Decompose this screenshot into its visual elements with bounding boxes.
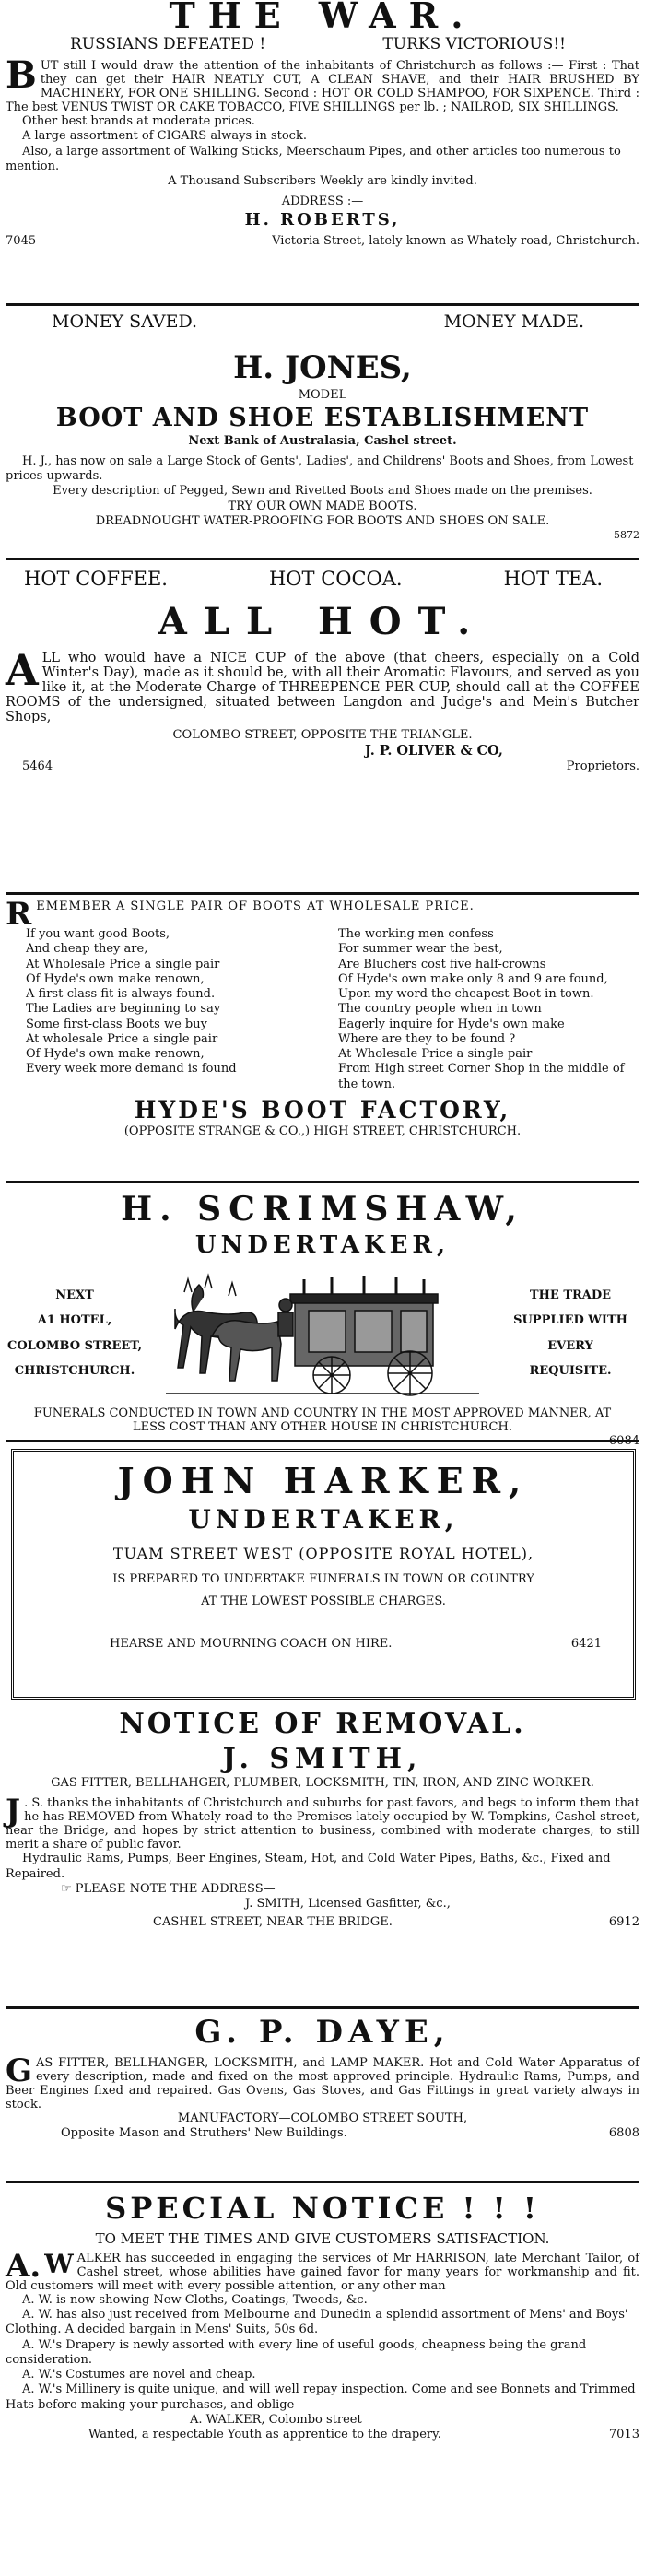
smith-number: 6912 — [608, 1915, 639, 1930]
verse-line: At Wholesale Price a single pair — [338, 1047, 533, 1061]
war-dropcap: B — [6, 53, 37, 97]
smith-note: PLEASE NOTE THE ADDRESS— — [75, 1881, 276, 1896]
scrimshaw-middle — [6, 1264, 639, 1403]
smith-address: CASHEL STREET, NEAR THE BRIDGE. — [153, 1915, 393, 1930]
scrimshaw-right-2: SUPPLIED WITH — [513, 1313, 627, 1328]
verse-line: At Wholesale Price a single pair — [26, 957, 220, 971]
verse-line: Of Hyde's own make only 8 and 9 are found, — [338, 971, 608, 986]
walker-body-2: A. W. is now showing New Cloths, Coatings, Tweeds, &c. — [22, 2292, 368, 2307]
verse-line: Of Hyde's own make renown, — [26, 971, 205, 986]
war-address: Victoria Street, lately known as Whately road, Christchurch. — [272, 234, 639, 248]
harker-name: JOHN HARKER, — [117, 1460, 530, 1501]
harker-advertisement — [11, 1449, 636, 1700]
war-body-1: UT still I would draw the attention of the inhabitants of Christchurch as follows :— First : That they can get their HAIR NEATLY CUT, A CLEAN SHAVE, and their HAIR BRUSHED BY MACHINERY, FOR ONE SHILLING. Second : HOT OR COLD SHAMPOO, FOR SIXPENCE. Third : The best VENUS TWIST OR CAKE TOBACCO, FIVE SHILLINGS per lb. ; NAILROD, SIX SHILLINGS. — [6, 59, 639, 114]
daye-body — [6, 2052, 639, 2111]
verse-line: Some first-class Boots we buy — [26, 1017, 207, 1031]
harker-body-1: IS PREPARED TO UNDERTAKE FUNERALS IN TOWN OR COUNTRY — [112, 1571, 534, 1586]
war-address-label: ADDRESS :— — [281, 194, 364, 209]
walker-wanted: Wanted, a respectable Youth as apprentice to the drapery. — [88, 2428, 441, 2441]
war-body-4: Also, a large assortment of Walking Sticks, Meerschaum Pipes, and other articles too numerous to mention. — [6, 144, 621, 173]
coffee-address: COLOMBO STREET, OPPOSITE THE TRIANGLE. — [172, 728, 473, 742]
harker-address: TUAM STREET WEST (OPPOSITE ROYAL HOTEL), — [112, 1544, 534, 1562]
verse-line: Every week more demand is found — [26, 1062, 237, 1076]
scrimshaw-right-1: THE TRADE — [529, 1288, 612, 1302]
scrimshaw-left-1: NEXT — [55, 1288, 94, 1302]
smith-body — [6, 1793, 639, 1853]
divider — [6, 2181, 639, 2183]
hyde-headline-text: EMEMBER A SINGLE PAIR OF BOOTS AT WHOLESALE PRICE. — [36, 900, 475, 913]
scrimshaw-right-text — [501, 1283, 639, 1383]
harker-footer-text: HEARSE AND MOURNING COACH ON HIRE. — [110, 1637, 393, 1651]
roberts-advertisement — [6, 0, 639, 248]
daye-opposite: Opposite Mason and Struthers' New Buildings. — [61, 2125, 347, 2140]
hyde-address: (OPPOSITE STRANGE & CO.,) HIGH STREET, CHRISTCHURCH. — [123, 1124, 522, 1138]
jones-slogan-left: MONEY SAVED. — [52, 312, 198, 332]
smith-body-2: Hydraulic Rams, Pumps, Beer Engines, Steam, Hot, and Cold Water Pipes, Baths, &c., Fixed and Repaired. — [6, 1852, 611, 1881]
coffee-number: 5464 — [22, 759, 53, 774]
verse-line: If you want good Boots, — [26, 927, 170, 941]
verse-line: A first-class fit is always found. — [26, 987, 216, 1001]
jones-body-2: Every description of Pegged, Sewn and Rivetted Boots and Shoes made on the premises. — [53, 484, 592, 499]
smith-dropcap: J — [6, 1793, 21, 1830]
oliver-advertisement — [6, 568, 639, 773]
verse-line: At wholesale Price a single pair — [26, 1031, 218, 1046]
war-name: H. ROBERTS, — [244, 209, 401, 229]
jones-slogan-row — [6, 312, 639, 332]
war-subtitle-row — [6, 35, 639, 53]
verse-line: From High street Corner Shop in the middle of the town. — [338, 1062, 625, 1091]
walker-body-6: A. W.'s Millinery is quite unique, and will well repay inspection. Come and see Bonnets and Trimmed Hats before making your purchases, and oblige — [6, 2382, 636, 2412]
divider — [6, 303, 639, 306]
walker-body-4: A. W.'s Drapery is newly assorted with every line of useful goods, cheapness being the grand consideration. — [6, 2337, 587, 2367]
scrimshaw-footer — [6, 1406, 639, 1434]
verse-line: The working men confess — [338, 927, 494, 941]
verse-line: For summer wear the best, — [338, 942, 503, 957]
walker-subtitle: TO MEET THE TIMES AND GIVE CUSTOMERS SATISFACTION. — [95, 2230, 550, 2247]
walker-title: SPECIAL NOTICE ! ! ! — [105, 2191, 540, 2226]
coffee-items-row — [6, 568, 639, 590]
verse-line: Of Hyde's own make renown, — [26, 1047, 205, 1061]
hyde-title: HYDE'S BOOT FACTORY, — [134, 1096, 511, 1123]
jones-body-3: TRY OUR OWN MADE BOOTS. — [228, 499, 417, 513]
war-subtitle-right: TURKS VICTORIOUS!! — [382, 35, 566, 53]
jones-number: 5872 — [614, 529, 639, 541]
walker-number: 7013 — [608, 2428, 639, 2441]
hyde-left-verse — [26, 927, 320, 1092]
walker-footer — [6, 2428, 639, 2441]
pointing-hand-icon: ☞ — [61, 1881, 72, 1896]
walker-body-5: A. W.'s Costumes are novel and cheap. — [22, 2368, 256, 2382]
walker-dropcap: A. — [6, 2247, 41, 2285]
scrimshaw-left-3: COLOMBO STREET, — [6, 1338, 143, 1353]
divider — [6, 558, 639, 560]
scrimshaw-right-3: EVERY — [547, 1338, 593, 1353]
jones-body-4: DREADNOUGHT WATER-PROOFING FOR BOOTS AND SHOES ON SALE. — [95, 513, 550, 528]
daye-manufactory: MANUFACTORY—COLOMBO STREET SOUTH, — [177, 2111, 468, 2125]
hyde-advertisement — [6, 896, 639, 1139]
divider — [6, 1181, 639, 1183]
jones-advertisement — [6, 312, 639, 542]
war-title: THE WAR. — [169, 0, 476, 36]
verse-line: Eagerly inquire for Hyde's own make — [338, 1017, 565, 1031]
coffee-dropcap: A — [6, 645, 39, 695]
jones-location: Next Bank of Australasia, Cashel street. — [188, 433, 457, 448]
scrimshaw-left-4: CHRISTCHURCH. — [14, 1363, 135, 1378]
coffee-body-text: LL who would have a NICE CUP of the above (that cheers, especially on a Cold Winter's Day), made as it should be, with all their Aromatic Flavours, and served as you like it, at the Moderate Charge of THREEPENCE PER CUP, should call at the COFFEE ROOMS of the undersigned, situated between Langdon and Judge's and Mein's Butcher Shops, — [6, 651, 639, 724]
harker-footer — [18, 1637, 629, 1651]
hearse-illustration — [157, 1264, 488, 1403]
hyde-verses — [6, 927, 639, 1092]
jones-title: BOOT AND SHOE ESTABLISHMENT — [55, 403, 590, 432]
coffee-item-1: HOT COFFEE. — [24, 568, 168, 590]
war-body-3: A large assortment of CIGARS always in stock. — [22, 129, 307, 144]
coffee-item-3: HOT TEA. — [503, 568, 603, 590]
verse-line: The Ladies are beginning to say — [26, 1002, 221, 1017]
war-footer — [6, 234, 639, 248]
jones-model: MODEL — [298, 387, 347, 402]
harker-title: UNDERTAKER, — [188, 1503, 459, 1535]
harker-body-2: AT THE LOWEST POSSIBLE CHARGES. — [201, 1594, 446, 1608]
war-body-5: A Thousand Subscribers Weekly are kindly invited. — [168, 174, 477, 188]
coffee-name: J. P. OLIVER & CO, — [365, 743, 503, 759]
harker-number: 6421 — [570, 1637, 602, 1651]
verse-line: And cheap they are, — [26, 942, 148, 957]
smith-note-row — [6, 1882, 639, 1897]
scrimshaw-right-4: REQUISITE. — [529, 1363, 612, 1378]
coffee-proprietors: Proprietors. — [566, 759, 639, 774]
walker-signature: A. WALKER, Colombo street — [190, 2412, 362, 2427]
walker-body-3: A. W. has also just received from Melbourne and Dunedin a splendid assortment of Mens' and Boys' Clothing. A decided bargain in Mens' Suits, 50s 6d. — [6, 2308, 628, 2337]
divider — [6, 892, 639, 895]
walker-body — [6, 2247, 639, 2293]
smith-footer — [6, 1915, 639, 1929]
walker-dropcap-2: W — [44, 2248, 74, 2279]
jones-body-1: H. J., has now on sale a Large Stock of Gents', Ladies', and Childrens' Boots and Shoes, from Lowest prices upwards. — [6, 453, 634, 483]
divider — [6, 1440, 639, 1442]
daye-footer — [6, 2126, 639, 2140]
verse-line: Where are they to be found ? — [338, 1031, 516, 1046]
verse-line: Are Bluchers cost five half-crowns — [338, 957, 546, 971]
smith-advertisement — [6, 1707, 639, 1929]
scrimshaw-title: UNDERTAKER, — [194, 1231, 451, 1259]
scrimshaw-advertisement — [6, 1189, 639, 1449]
daye-number: 6808 — [608, 2125, 639, 2140]
smith-trades: GAS FITTER, BELLHAHGER, PLUMBER, LOCKSMITH, TIN, IRON, AND ZINC WORKER. — [51, 1776, 594, 1790]
hyde-headline — [6, 896, 639, 933]
daye-body-text: AS FITTER, BELLHANGER, LOCKSMITH, and LAMP MAKER. Hot and Cold Water Apparatus of every description, made and fixed on the most approved principle. Hydraulic Rams, Pumps, and Beer Engines fixed and repaired. Gas Ovens, Gas Stoves, and Gas Fittings in great variety always in stock. — [6, 2055, 639, 2111]
daye-name: G. P. DAYE, — [194, 2014, 451, 2051]
scrimshaw-footer-text: FUNERALS CONDUCTED IN TOWN AND COUNTRY IN THE MOST APPROVED MANNER, AT LESS COST THAN ANY OTHER HOUSE IN CHRISTCHURCH. — [33, 1406, 612, 1434]
hyde-right-verse — [338, 927, 632, 1092]
smith-body-1: . S. thanks the inhabitants of Christchurch and suburbs for past favors, and begs to inform them that he has REMOVED from Whately road to the Premises lately occupied by W. Tompkins, Cashel street, near the Bridge, and hopes by strict attention to business, combined with moderate charges, to still merit a share of public favor. — [6, 1796, 639, 1853]
scrimshaw-name: H. SCRIMSHAW, — [121, 1190, 524, 1229]
smith-name: J. SMITH, — [222, 1742, 423, 1775]
divider — [6, 2006, 639, 2009]
walker-body-1: ALKER has succeeded in engaging the services of Mr HARRISON, late Merchant Tailor, of Cashel street, whose abilities have gained favor for many years for workmanship and fit. Old customers will meet with every possible attention, or any other man — [6, 2251, 639, 2293]
daye-advertisement — [6, 2013, 639, 2140]
scrimshaw-number: 6084 — [608, 1433, 639, 1448]
hyde-dropcap: R — [6, 896, 33, 933]
scrimshaw-left-2: A1 HOTEL, — [37, 1313, 112, 1328]
jones-name: H. JONES, — [233, 349, 412, 386]
coffee-footer — [6, 759, 639, 773]
verse-line: The country people when in town — [338, 1002, 542, 1017]
walker-advertisement — [6, 2190, 639, 2441]
war-number: 7045 — [6, 234, 37, 248]
daye-dropcap: G — [6, 2052, 33, 2089]
war-body-2: Other best brands at moderate prices. — [22, 114, 255, 128]
jones-slogan-right: MONEY MADE. — [443, 312, 584, 332]
smith-signature: J. SMITH, Licensed Gasfitter, &c., — [245, 1897, 451, 1911]
coffee-title: ALL HOT. — [158, 600, 487, 643]
scrimshaw-left-text — [6, 1283, 144, 1383]
smith-notice: NOTICE OF REMOVAL. — [119, 1708, 526, 1740]
war-body — [6, 53, 639, 114]
war-subtitle-left: RUSSIANS DEFEATED ! — [70, 35, 266, 53]
coffee-item-2: HOT COCOA. — [268, 568, 403, 590]
coffee-body — [6, 645, 639, 724]
verse-line: Upon my word the cheapest Boot in town. — [338, 987, 594, 1001]
